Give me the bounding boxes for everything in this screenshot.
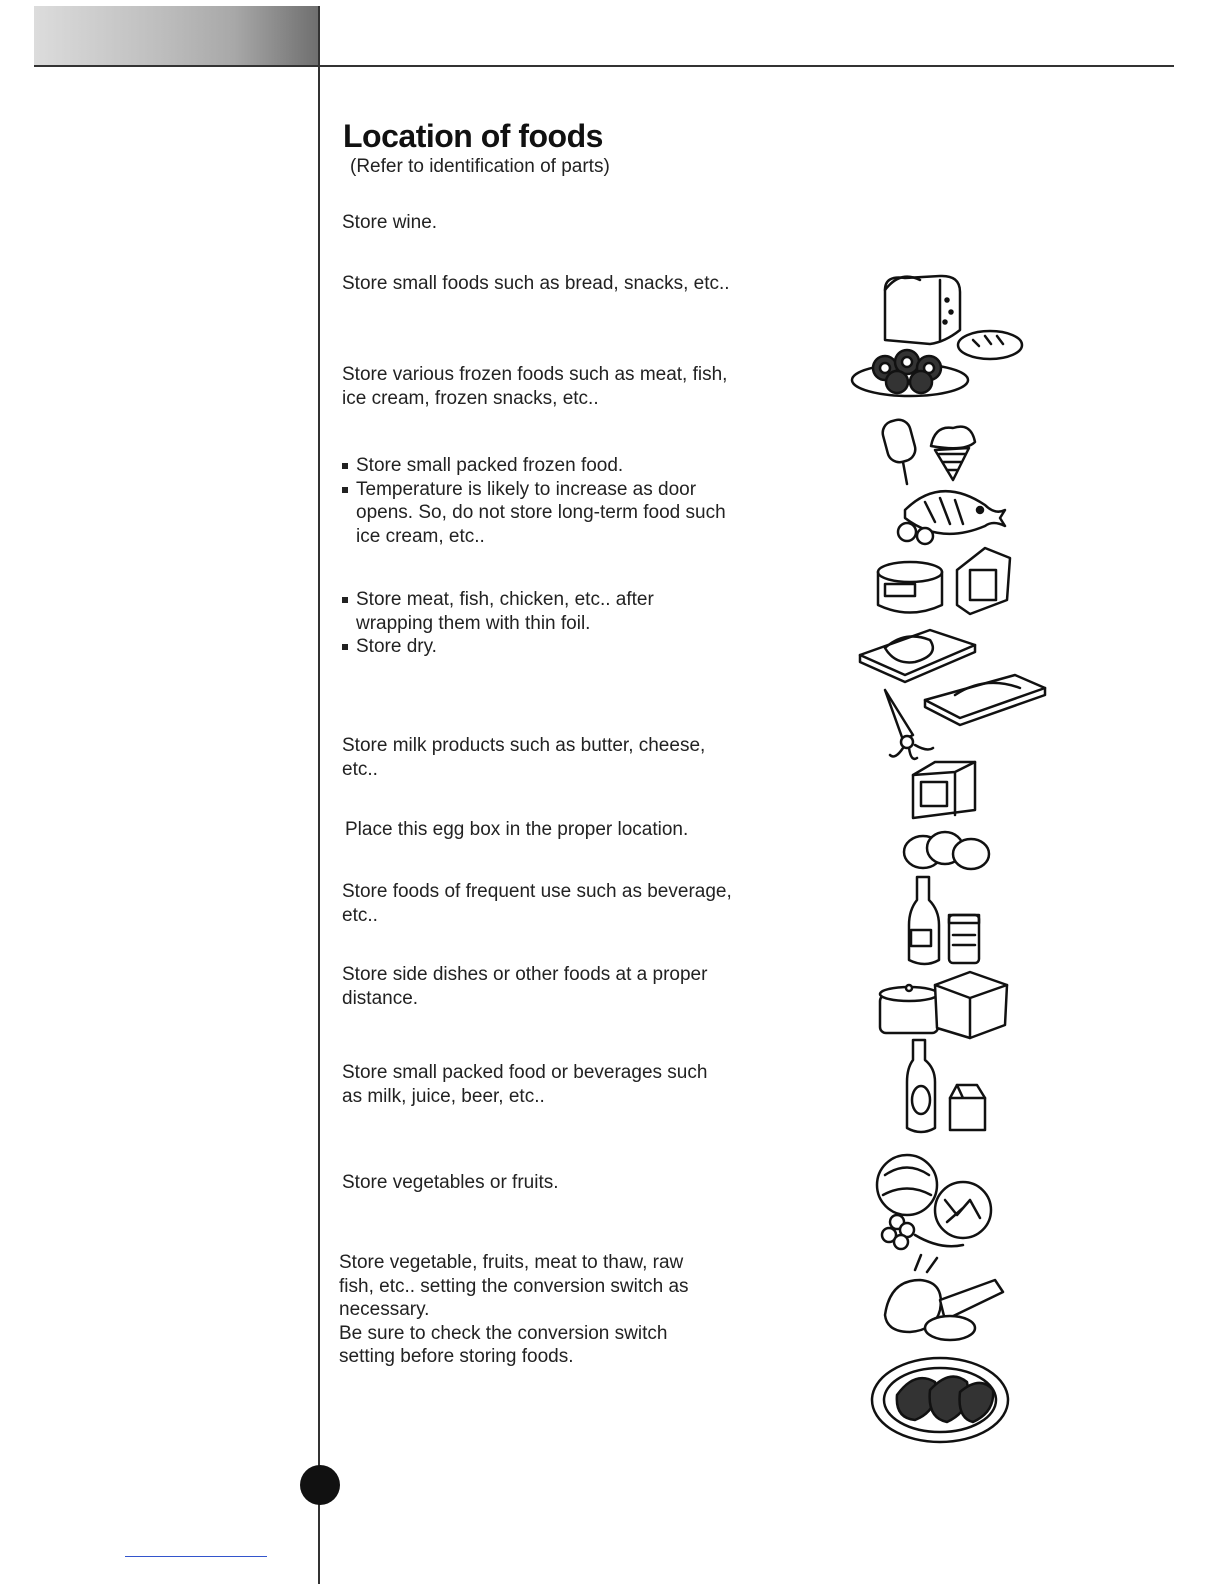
- column-divider: [318, 6, 320, 1584]
- eggs-icon: [904, 832, 989, 869]
- butter-box-icon: [913, 762, 975, 818]
- bullet-item: Store meat, fish, chicken, etc.. after wrapping them with thin foil.: [342, 588, 687, 635]
- location-description: [342, 588, 687, 659]
- footer-link-underline: [125, 1556, 267, 1557]
- location-description: Store wine.: [342, 212, 438, 233]
- header-rule: [34, 65, 1174, 67]
- wrapped-fish-icon: [925, 675, 1045, 725]
- header-gradient-bar: [34, 6, 320, 66]
- location-description: Store milk products such as butter, cheese, etc..: [342, 735, 706, 780]
- location-description: Store vegetables or fruits.: [342, 1172, 559, 1193]
- baguette-icon: [958, 331, 1022, 359]
- bread-loaf-icon: [885, 276, 960, 344]
- location-description: Store small foods such as bread, snacks, etc..: [342, 273, 730, 294]
- box-container-icon: [957, 548, 1010, 614]
- bullet-item: Store dry.: [342, 635, 687, 659]
- fish-icon: [905, 491, 1005, 534]
- jar-icon: [949, 915, 979, 963]
- location-description: [342, 454, 732, 548]
- page-title: Location of foods: [343, 118, 603, 154]
- bottle-icon: [909, 877, 939, 964]
- location-description: Store vegetable, fruits, meat to thaw, raw fish, etc.. setting the conversion switch as necessary. Be sure to check the conversion switch setting before storing foods.: [339, 1252, 689, 1367]
- ice-cream-cone-icon: [931, 427, 975, 480]
- bullet-item: Store small packed frozen food.: [342, 454, 732, 478]
- milk-carton-icon: [950, 1085, 985, 1130]
- location-description: Store small packed food or beverages such as milk, juice, beer, etc..: [342, 1062, 708, 1107]
- bullet-item: Temperature is likely to increase as door opens. So, do not store long-term food such ice cream, etc..: [342, 478, 732, 549]
- location-description: Store foods of frequent use such as beverage, etc..: [342, 881, 732, 926]
- food-container-icon: [880, 985, 938, 1033]
- location-description: Place this egg box in the proper location.: [345, 819, 689, 840]
- fruits-vegetables-icon: [877, 1155, 991, 1249]
- location-description: Store side dishes or other foods at a proper distance.: [342, 964, 708, 1009]
- lunch-box-icon: [935, 972, 1007, 1038]
- food-illustrations: [845, 270, 1060, 1450]
- page-marker-dot: [300, 1465, 340, 1505]
- juice-bottle-icon: [907, 1040, 935, 1132]
- meat-plate-icon: [872, 1358, 1008, 1442]
- page-subtitle: (Refer to identification of parts): [350, 156, 610, 177]
- cookie-plate-icon: [852, 350, 968, 396]
- wrapped-chicken-icon: [860, 630, 975, 682]
- popsicle-icon: [880, 417, 918, 484]
- can-icon: [878, 562, 942, 613]
- mixed-vegetables-icon: [885, 1255, 1003, 1340]
- location-description: Store various frozen foods such as meat, fish, ice cream, frozen snacks, etc..: [342, 364, 728, 409]
